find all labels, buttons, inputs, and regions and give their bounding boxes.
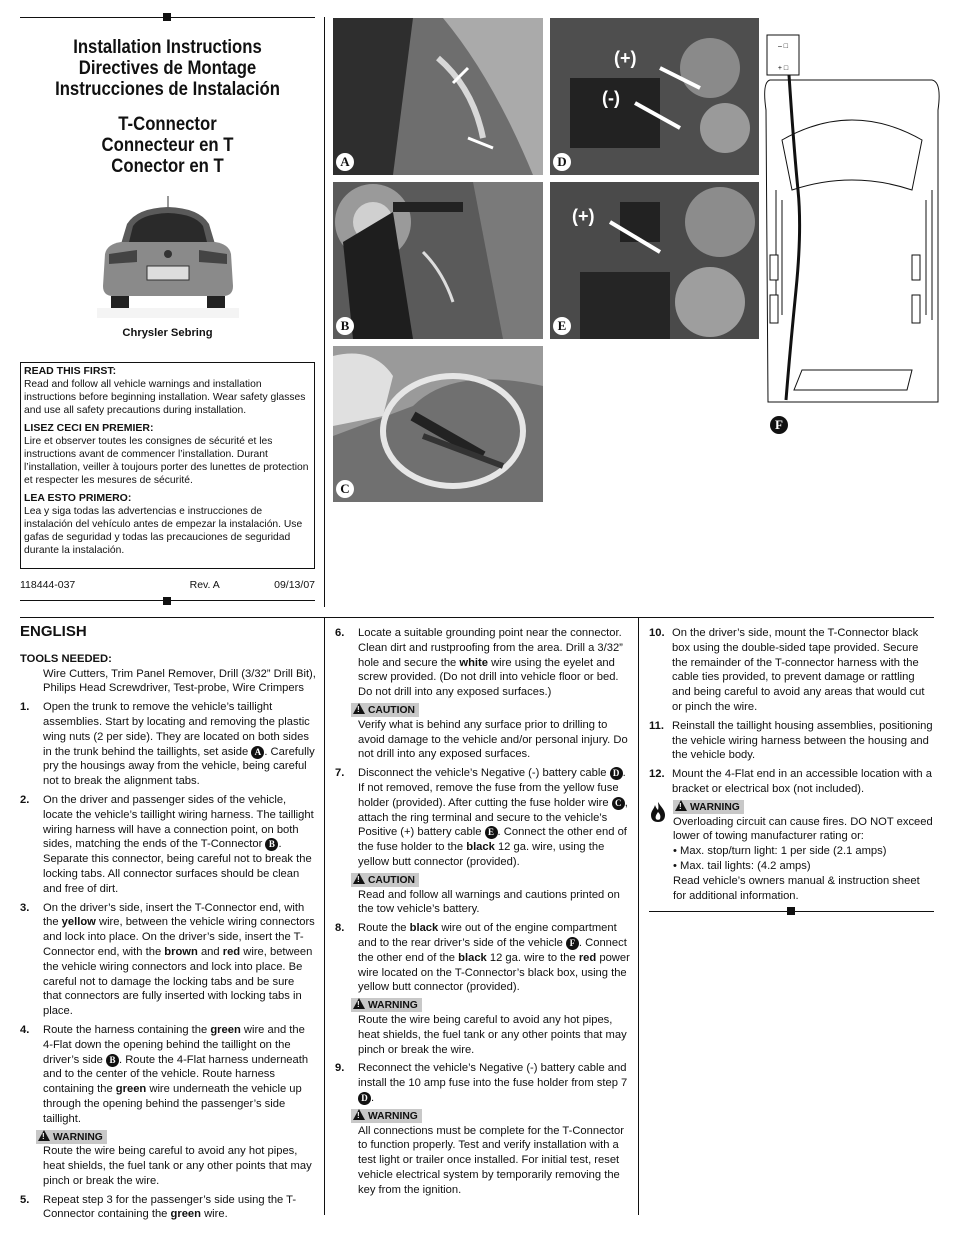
callout-d: D <box>610 767 623 780</box>
tools-text: Wire Cutters, Trim Panel Remover, Drill (3/32” Drill Bit), Philips Head Screwdriver, Test-probe, Wire Crimpers <box>43 667 316 695</box>
step-4-number: 4. <box>20 1023 30 1036</box>
step-12 <box>649 767 934 797</box>
step-10-number: 10. <box>649 627 665 639</box>
caution-1 <box>335 700 630 718</box>
part-number: 118444-037 <box>20 579 76 591</box>
callout-f: F <box>566 937 579 950</box>
tools-heading: TOOLS NEEDED: <box>20 652 112 665</box>
step-1-number: 1. <box>20 701 30 714</box>
warning-3-text: All connections must be complete for the T-Connector to function properly. Test and verify installation with a test light or trailer once installed. For initial test, reset vehicle electrical system by temporarily removing the key from the ignition. <box>358 1124 624 1196</box>
warning-icon <box>38 1130 50 1141</box>
step-2-number: 2. <box>20 793 30 806</box>
step-10 <box>649 626 934 715</box>
read-first-es-heading: LEA ESTO PRIMERO: <box>24 492 132 504</box>
photo-a <box>333 18 543 175</box>
caution-2-badge: !CAUTION <box>351 873 419 887</box>
step-11-number: 11. <box>649 719 664 732</box>
callout-a: A <box>251 746 264 759</box>
photo-d <box>550 18 759 175</box>
photo-d-minus: (-) <box>602 88 620 108</box>
warning-4-badge: !WARNING <box>673 800 744 814</box>
warning-2 <box>335 995 630 1013</box>
warning-1 <box>20 1127 316 1145</box>
photo-c-label: C <box>336 480 354 498</box>
warning-icon <box>353 1109 365 1120</box>
step-2: 2. On the driver and passenger sides of the vehicle, locate the vehicle’s taillight wiring harness. The taillight wiring harness will have a connection point, on both sides, matching the ends of the T-Connector B . Separate this connector, being careful not to break the locking tabs. All connector surfaces should be clean and free of dirt. <box>20 793 314 895</box>
warning-2-text: Route the wire being careful to avoid any hot pipes, heat shields, the fuel tank or any other points that may pinch or break the wire. <box>358 1013 627 1056</box>
title-es: Instrucciones de Instalación <box>55 79 280 100</box>
caution-1-badge: !CAUTION <box>351 703 419 717</box>
diagram-f-label: F <box>770 416 788 434</box>
column-1 <box>20 625 316 1222</box>
step-9: 9. Reconnect the vehicle’s Negative (-) battery cable and install the 10 amp fuse into the fuse holder from step 7 D . <box>335 1062 628 1104</box>
step-8-number: 8. <box>335 922 345 935</box>
step-7: 7. Disconnect the vehicle’s Negative (-) battery cable D . If not removed, remove the fuse from the yellow fuse holder (provided). After cutting the fuse holder wire C , attach the ring terminal and secure to the vehicle’s Positive (+) battery cable E . Connect the other end of the fuse holder to the black 12 ga. wire, using the yellow butt connector (provided). <box>335 767 628 868</box>
warning-icon <box>675 800 687 811</box>
step-7-number: 7. <box>335 767 345 780</box>
wiring-diagram <box>762 30 946 432</box>
fire-icon <box>649 801 667 828</box>
warning-4-bullet-1: • Max. stop/turn light: 1 per side (2.1 amps) <box>673 845 887 858</box>
step-11 <box>649 719 934 763</box>
read-first-es-text: Lea y siga todas las advertencias e instrucciones de instalación del vehículo antes de empezar la instalación. Use gafas de seguridad y todas las precauciones de seguridad durante la instalación. <box>24 506 303 556</box>
photo-d-label: D <box>553 153 571 171</box>
step-3: 3. On the driver’s side, insert the T-Connector end, with the yellow wire, between the vehicle wiring connectors and lock into place. On the driver’s side, insert the T-Connector end, with the brown and red wire, between the vehicle wiring connectors and lock into place. Be careful not to damage the locking tabs and be sure that connectors are fully inserted with locking tabs in place. <box>20 901 315 1018</box>
step-10-text: On the driver’s side, mount the T-Connector black box using the double-sided tape provided. Secure the remainder of the T-connector harness with the cable ties provided, to prevent damage or rattling and being careful to avoid any areas that would cut or pinch the wire. <box>672 627 925 713</box>
column-2 <box>335 626 630 1197</box>
photo-c <box>333 346 543 502</box>
step-1: 1. Open the trunk to remove the vehicle’s taillight assemblies. Start by locating and removing the plastic wing nuts (2 per side). They are located on both sides in the trunk behind the taillights, set aside A . Carefully pry the housings away from the vehicle, being careful not to break the alignment tabs. <box>20 701 315 788</box>
warning-2-badge: !WARNING <box>351 998 422 1012</box>
caution-icon <box>353 703 365 714</box>
step-8: 8. Route the black wire out of the engine compartment and to the rear driver’s side of the vehicle F . Connect the other end of the black 12 ga. wire to the red power wire located on the T-Connector’s black box, using the yellow butt connector (provided). <box>335 922 630 994</box>
callout-e: E <box>485 826 498 839</box>
caution-2-text: Read and follow all warnings and cautions printed on the tow vehicle’s battery. <box>358 888 620 916</box>
svg-text:– □: – □ <box>777 43 789 50</box>
svg-text:+ □: + □ <box>777 65 789 72</box>
product-en: T-Connector <box>118 114 217 135</box>
vehicle-caption: Chrysler Sebring <box>122 327 213 339</box>
callout-d-2: D <box>358 1092 371 1105</box>
callout-b-2: B <box>106 1054 119 1067</box>
read-first-box <box>20 362 315 569</box>
title-en: Installation Instructions <box>73 37 262 58</box>
photo-e-plus: (+) <box>572 206 595 226</box>
photo-a-label: A <box>336 153 354 171</box>
photo-d-plus: (+) <box>614 48 637 68</box>
doc-info-rule-marker <box>163 597 171 605</box>
warning-4 <box>649 797 934 904</box>
warning-1-text: Route the wire being careful to avoid any hot pipes, heat shields, the fuel tank or any other points that may pinch or break the wire. <box>43 1145 312 1187</box>
read-first-fr-heading: LISEZ CECI EN PREMIER: <box>24 422 154 434</box>
column-3 <box>649 626 934 903</box>
warning-1-badge: !WARNING <box>36 1130 107 1144</box>
photo-e-label: E <box>553 317 571 335</box>
warning-3 <box>335 1106 630 1124</box>
column-3-end-marker <box>787 907 795 915</box>
warning-4-text: Overloading circuit can cause fires. DO NOT exceed lower of towing manufacturer rating or: <box>673 815 933 843</box>
section-rule <box>20 617 934 618</box>
product-es: Conector en T <box>111 156 224 177</box>
header-divider <box>324 17 325 607</box>
step-6-number: 6. <box>335 627 345 639</box>
doc-date: 09/13/07 <box>274 579 315 591</box>
step-5-number: 5. <box>20 1193 30 1206</box>
step-9-number: 9. <box>335 1062 345 1075</box>
warning-4-note: Read vehicle’s owners manual & instruction sheet for additional information. <box>673 874 920 902</box>
photo-e <box>550 182 759 339</box>
read-first-en-heading: READ THIS FIRST: <box>24 365 117 377</box>
warning-3-badge: !WARNING <box>351 1109 422 1123</box>
caution-icon <box>353 873 365 884</box>
doc-info <box>20 579 315 591</box>
title-fr: Directives de Montage <box>78 58 257 79</box>
read-first-fr-text: Lire et observer toutes les consignes de sécurité et les instructions avant de commencer l’installation. Durant l’installation, veiller à toujours porter des lunettes de protection et respecter les mesures de sécurité. <box>24 436 309 486</box>
step-4: 4. Route the harness containing the green wire and the 4-Flat down the opening behind the taillight on the driver’s side B . Route the 4-Flat harness underneath and to the center of the vehicle. Route harness containing the green wire underneath the vehicle up through the opening behind the passenger’s side taillight. <box>20 1023 309 1125</box>
english-heading: ENGLISH <box>20 623 87 640</box>
step-3-number: 3. <box>20 901 30 914</box>
vehicle-image <box>97 196 239 318</box>
step-11-text: Reinstall the taillight housing assemblies, positioning the vehicle wiring harness between the housing and the vehicle body. <box>672 719 933 762</box>
title-block <box>20 37 315 177</box>
step-12-text: Mount the 4-Flat end in an accessible location with a bracket or electrical box (not included). <box>672 768 932 795</box>
step-5: 5. Repeat step 3 for the passenger’s side using the T-Connector containing the green wire. <box>20 1193 297 1221</box>
column-divider-1 <box>324 617 325 1215</box>
column-divider-2 <box>638 617 639 1215</box>
revision: Rev. A <box>189 579 220 591</box>
callout-b: B <box>265 838 278 851</box>
caution-1-text: Verify what is behind any surface prior to drilling to avoid damage to the vehicle and/or personal injury. Do not drill into any exposed surfaces. <box>358 718 628 761</box>
step-12-number: 12. <box>649 768 665 781</box>
callout-c: C <box>612 797 625 810</box>
warning-icon <box>353 998 365 1009</box>
product-fr: Connecteur en T <box>101 135 234 156</box>
step-6: 6. Locate a suitable grounding point near the connector. Clean dirt and rustproofing from the area. Drill a 3/32” hole and secure the white wire using the eyelet and screw provided. (Do not drill into vehicle floor or bed. Do not drill into any exposed surfaces.) <box>335 627 623 699</box>
warning-4-bullet-2: • Max. tail lights: (4.2 amps) <box>673 859 811 872</box>
caution-2 <box>335 870 630 888</box>
photo-b <box>333 182 543 339</box>
read-first-en-text: Read and follow all vehicle warnings and installation instructions before beginning installation. Wear safety glasses and use all safety precautions during installation. <box>24 379 306 416</box>
photo-b-label: B <box>336 317 354 335</box>
top-rule-marker <box>163 13 171 21</box>
